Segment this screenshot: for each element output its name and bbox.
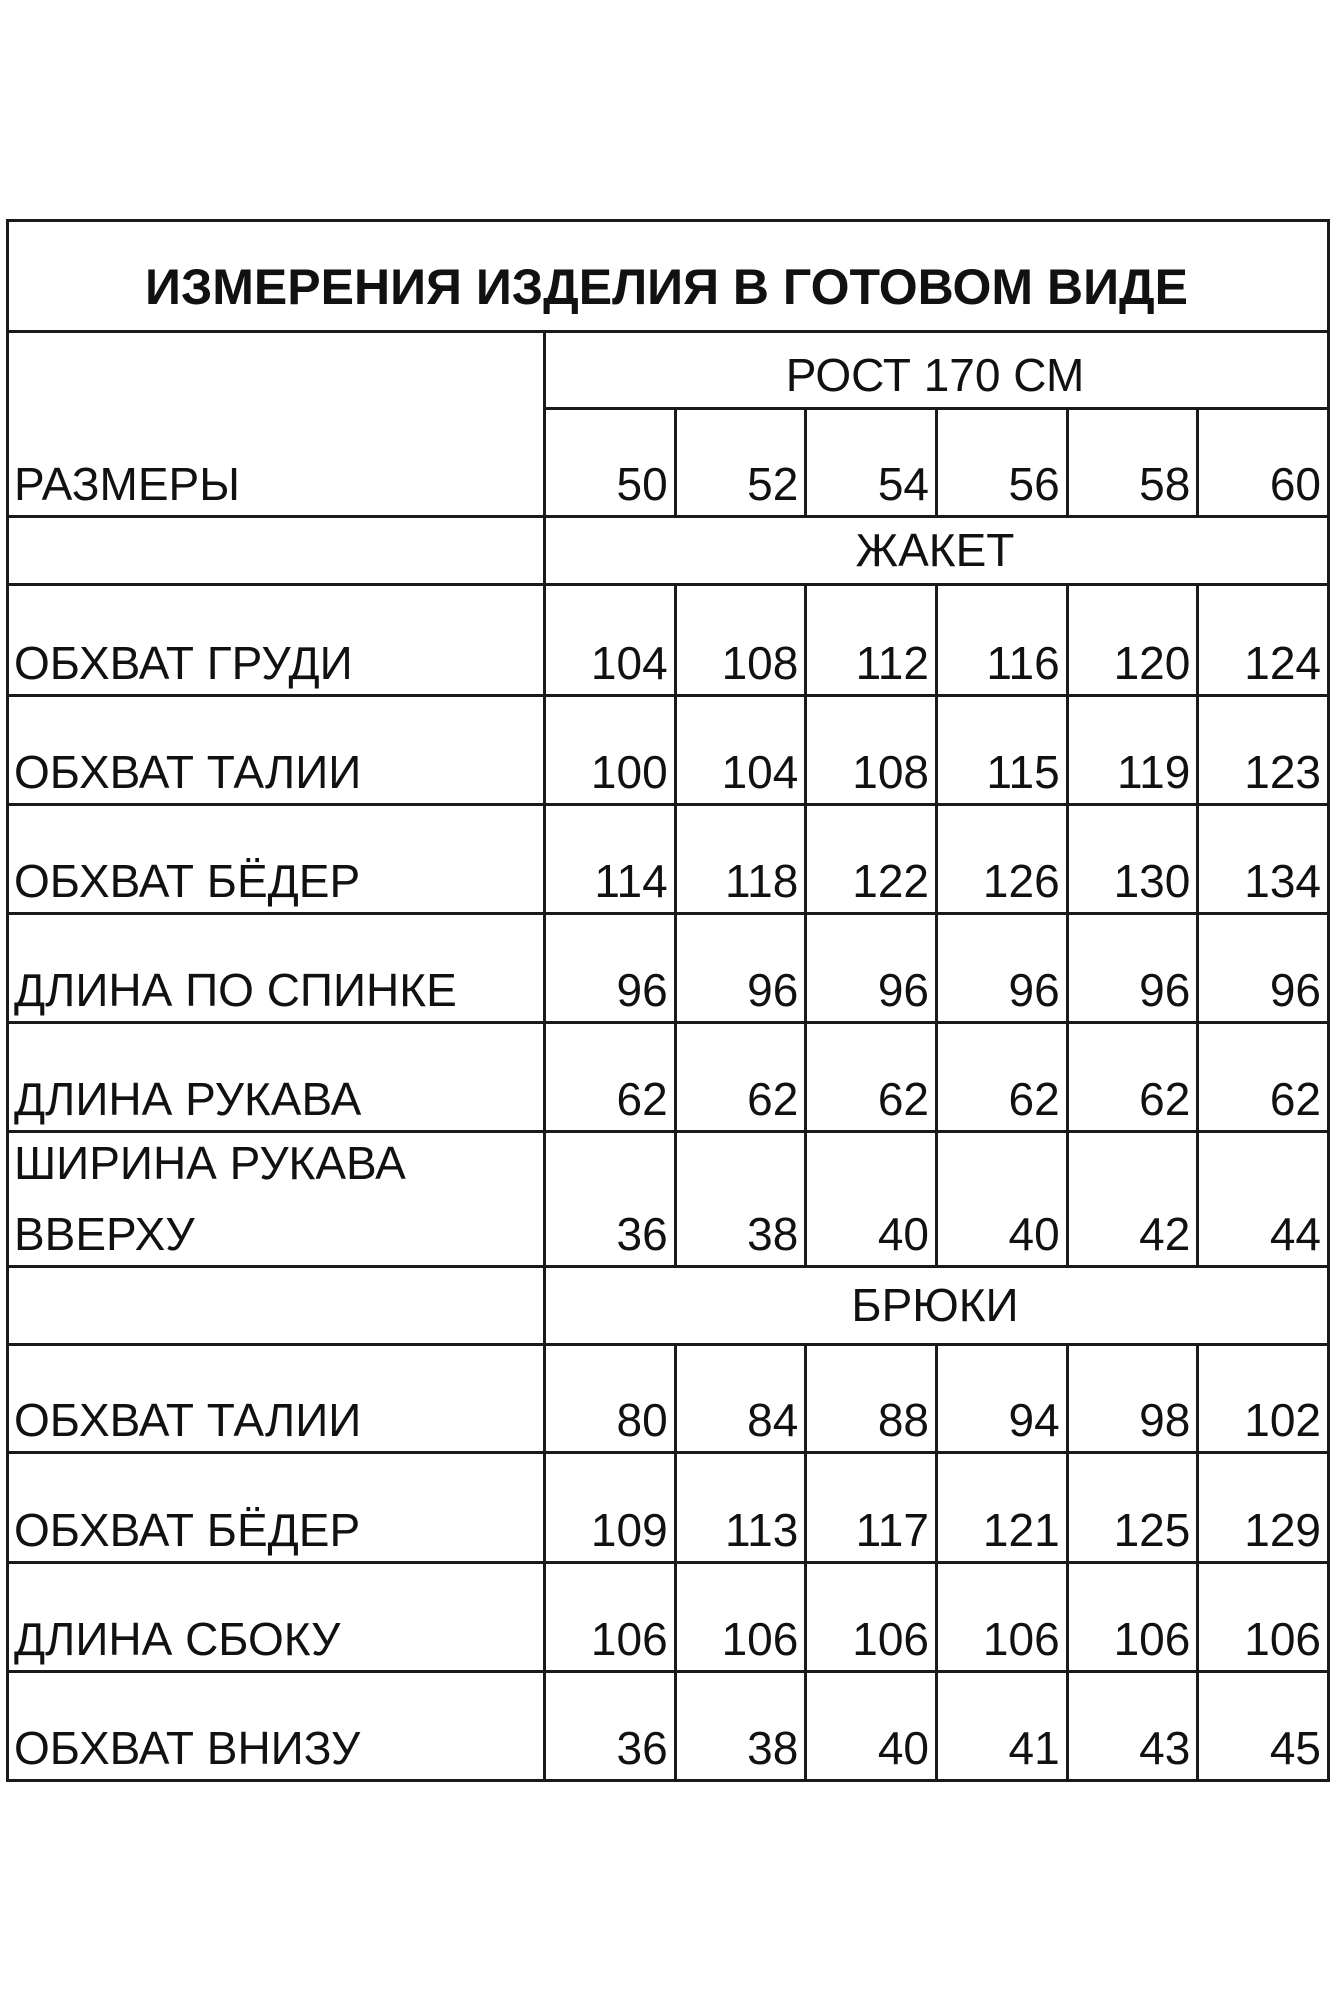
table-cell: 134 — [1244, 855, 1321, 907]
row-label: ШИРИНА РУКАВА — [14, 1137, 406, 1189]
table-cell: 98 — [1139, 1394, 1191, 1446]
table-cell: 125 — [1113, 1504, 1191, 1556]
table-cell: 96 — [747, 964, 799, 1016]
table-border-bottom — [6, 1779, 1330, 1782]
row-divider — [6, 1130, 1327, 1133]
height-header: РОСТ 170 СМ — [785, 349, 1085, 401]
size-value: 54 — [877, 458, 929, 510]
table-border-top — [6, 219, 1327, 222]
section-header: БРЮКИ — [851, 1279, 1019, 1331]
row-divider — [6, 694, 1327, 697]
table-cell: 113 — [724, 1504, 799, 1556]
table-cell: 96 — [877, 964, 929, 1016]
table-cell: 38 — [747, 1722, 799, 1774]
table-cell: 121 — [982, 1504, 1060, 1556]
table-border-left — [6, 219, 9, 1779]
row-label: ОБХВАТ ТАЛИИ — [14, 1394, 362, 1446]
table-cell: 100 — [590, 746, 668, 798]
table-cell: 62 — [1139, 1073, 1191, 1125]
table-cell: 129 — [1244, 1504, 1321, 1556]
table-cell: 45 — [1269, 1722, 1321, 1774]
table-cell: 80 — [616, 1394, 668, 1446]
row-label: ОБХВАТ БЁДЕР — [14, 1504, 361, 1556]
table-cell: 130 — [1113, 855, 1191, 907]
table-cell: 119 — [1116, 746, 1191, 798]
table-cell: 42 — [1139, 1208, 1191, 1260]
size-value: 52 — [747, 458, 799, 510]
table-cell: 96 — [1269, 964, 1321, 1016]
row-divider — [6, 912, 1327, 915]
table-cell: 40 — [877, 1208, 929, 1260]
table-cell: 62 — [747, 1073, 799, 1125]
size-value: 60 — [1269, 458, 1321, 510]
table-cell: 88 — [877, 1394, 929, 1446]
table-cell: 62 — [1008, 1073, 1060, 1125]
table-cell: 106 — [721, 1613, 799, 1665]
row-divider — [6, 330, 1327, 333]
row-divider — [6, 1265, 1327, 1268]
row-label: ДЛИНА РУКАВА — [14, 1073, 362, 1125]
row-label: ОБХВАТ ГРУДИ — [14, 637, 353, 689]
table-cell: 43 — [1139, 1722, 1191, 1774]
table-cell: 109 — [590, 1504, 668, 1556]
row-label: ОБХВАТ БЁДЕР — [14, 855, 361, 907]
table-cell: 120 — [1113, 637, 1191, 689]
row-label: ОБХВАТ ВНИЗУ — [14, 1722, 361, 1774]
row-divider — [6, 803, 1327, 806]
table-cell: 124 — [1244, 637, 1321, 689]
table-cell: 104 — [590, 637, 668, 689]
table-cell: 106 — [982, 1613, 1060, 1665]
table-border-right — [1327, 219, 1330, 1779]
table-cell: 36 — [616, 1722, 668, 1774]
size-value: 58 — [1139, 458, 1191, 510]
table-cell: 36 — [616, 1208, 668, 1260]
table-cell: 106 — [852, 1613, 929, 1665]
table-cell: 106 — [590, 1613, 668, 1665]
table-cell: 40 — [877, 1722, 929, 1774]
table-cell: 108 — [852, 746, 929, 798]
table-cell: 115 — [986, 746, 1060, 798]
table-cell: 123 — [1244, 746, 1321, 798]
row-label: ОБХВАТ ТАЛИИ — [14, 746, 362, 798]
table-cell: 84 — [747, 1394, 799, 1446]
row-divider — [6, 1561, 1327, 1564]
table-cell: 114 — [594, 855, 668, 907]
table-cell: 96 — [1139, 964, 1191, 1016]
table-cell: 44 — [1269, 1208, 1321, 1260]
table-cell: 117 — [855, 1504, 929, 1556]
page-title: ИЗМЕРЕНИЯ ИЗДЕЛИЯ В ГОТОВОМ ВИДЕ — [145, 259, 1188, 315]
table-cell: 96 — [1008, 964, 1060, 1016]
row-label: ДЛИНА ПО СПИНКЕ — [14, 964, 457, 1016]
size-value: 56 — [1008, 458, 1060, 510]
row-label: ДЛИНА СБОКУ — [14, 1613, 341, 1665]
table-cell: 104 — [721, 746, 799, 798]
sizes-label: РАЗМЕРЫ — [14, 458, 240, 510]
size-value: 50 — [616, 458, 668, 510]
table-cell: 108 — [721, 637, 799, 689]
table-cell: 62 — [877, 1073, 929, 1125]
row-divider — [6, 515, 1327, 518]
row-label: ВВЕРХУ — [14, 1208, 195, 1260]
table-cell: 126 — [982, 855, 1060, 907]
row-divider — [6, 1670, 1327, 1673]
table-cell: 38 — [747, 1208, 799, 1260]
table-cell: 116 — [986, 637, 1060, 689]
table-cell: 106 — [1113, 1613, 1191, 1665]
table-cell: 62 — [1269, 1073, 1321, 1125]
table-cell: 118 — [724, 855, 799, 907]
table-cell: 40 — [1008, 1208, 1060, 1260]
table-cell: 94 — [1008, 1394, 1060, 1446]
table-cell: 96 — [616, 964, 668, 1016]
table-cell: 106 — [1244, 1613, 1321, 1665]
section-header: ЖАКЕТ — [855, 524, 1015, 576]
table-cell: 102 — [1244, 1394, 1321, 1446]
table-cell: 41 — [1008, 1722, 1060, 1774]
table-cell: 112 — [855, 637, 929, 689]
table-cell: 62 — [616, 1073, 668, 1125]
table-cell: 122 — [852, 855, 929, 907]
row-divider — [6, 1021, 1327, 1024]
row-divider — [6, 1451, 1327, 1454]
